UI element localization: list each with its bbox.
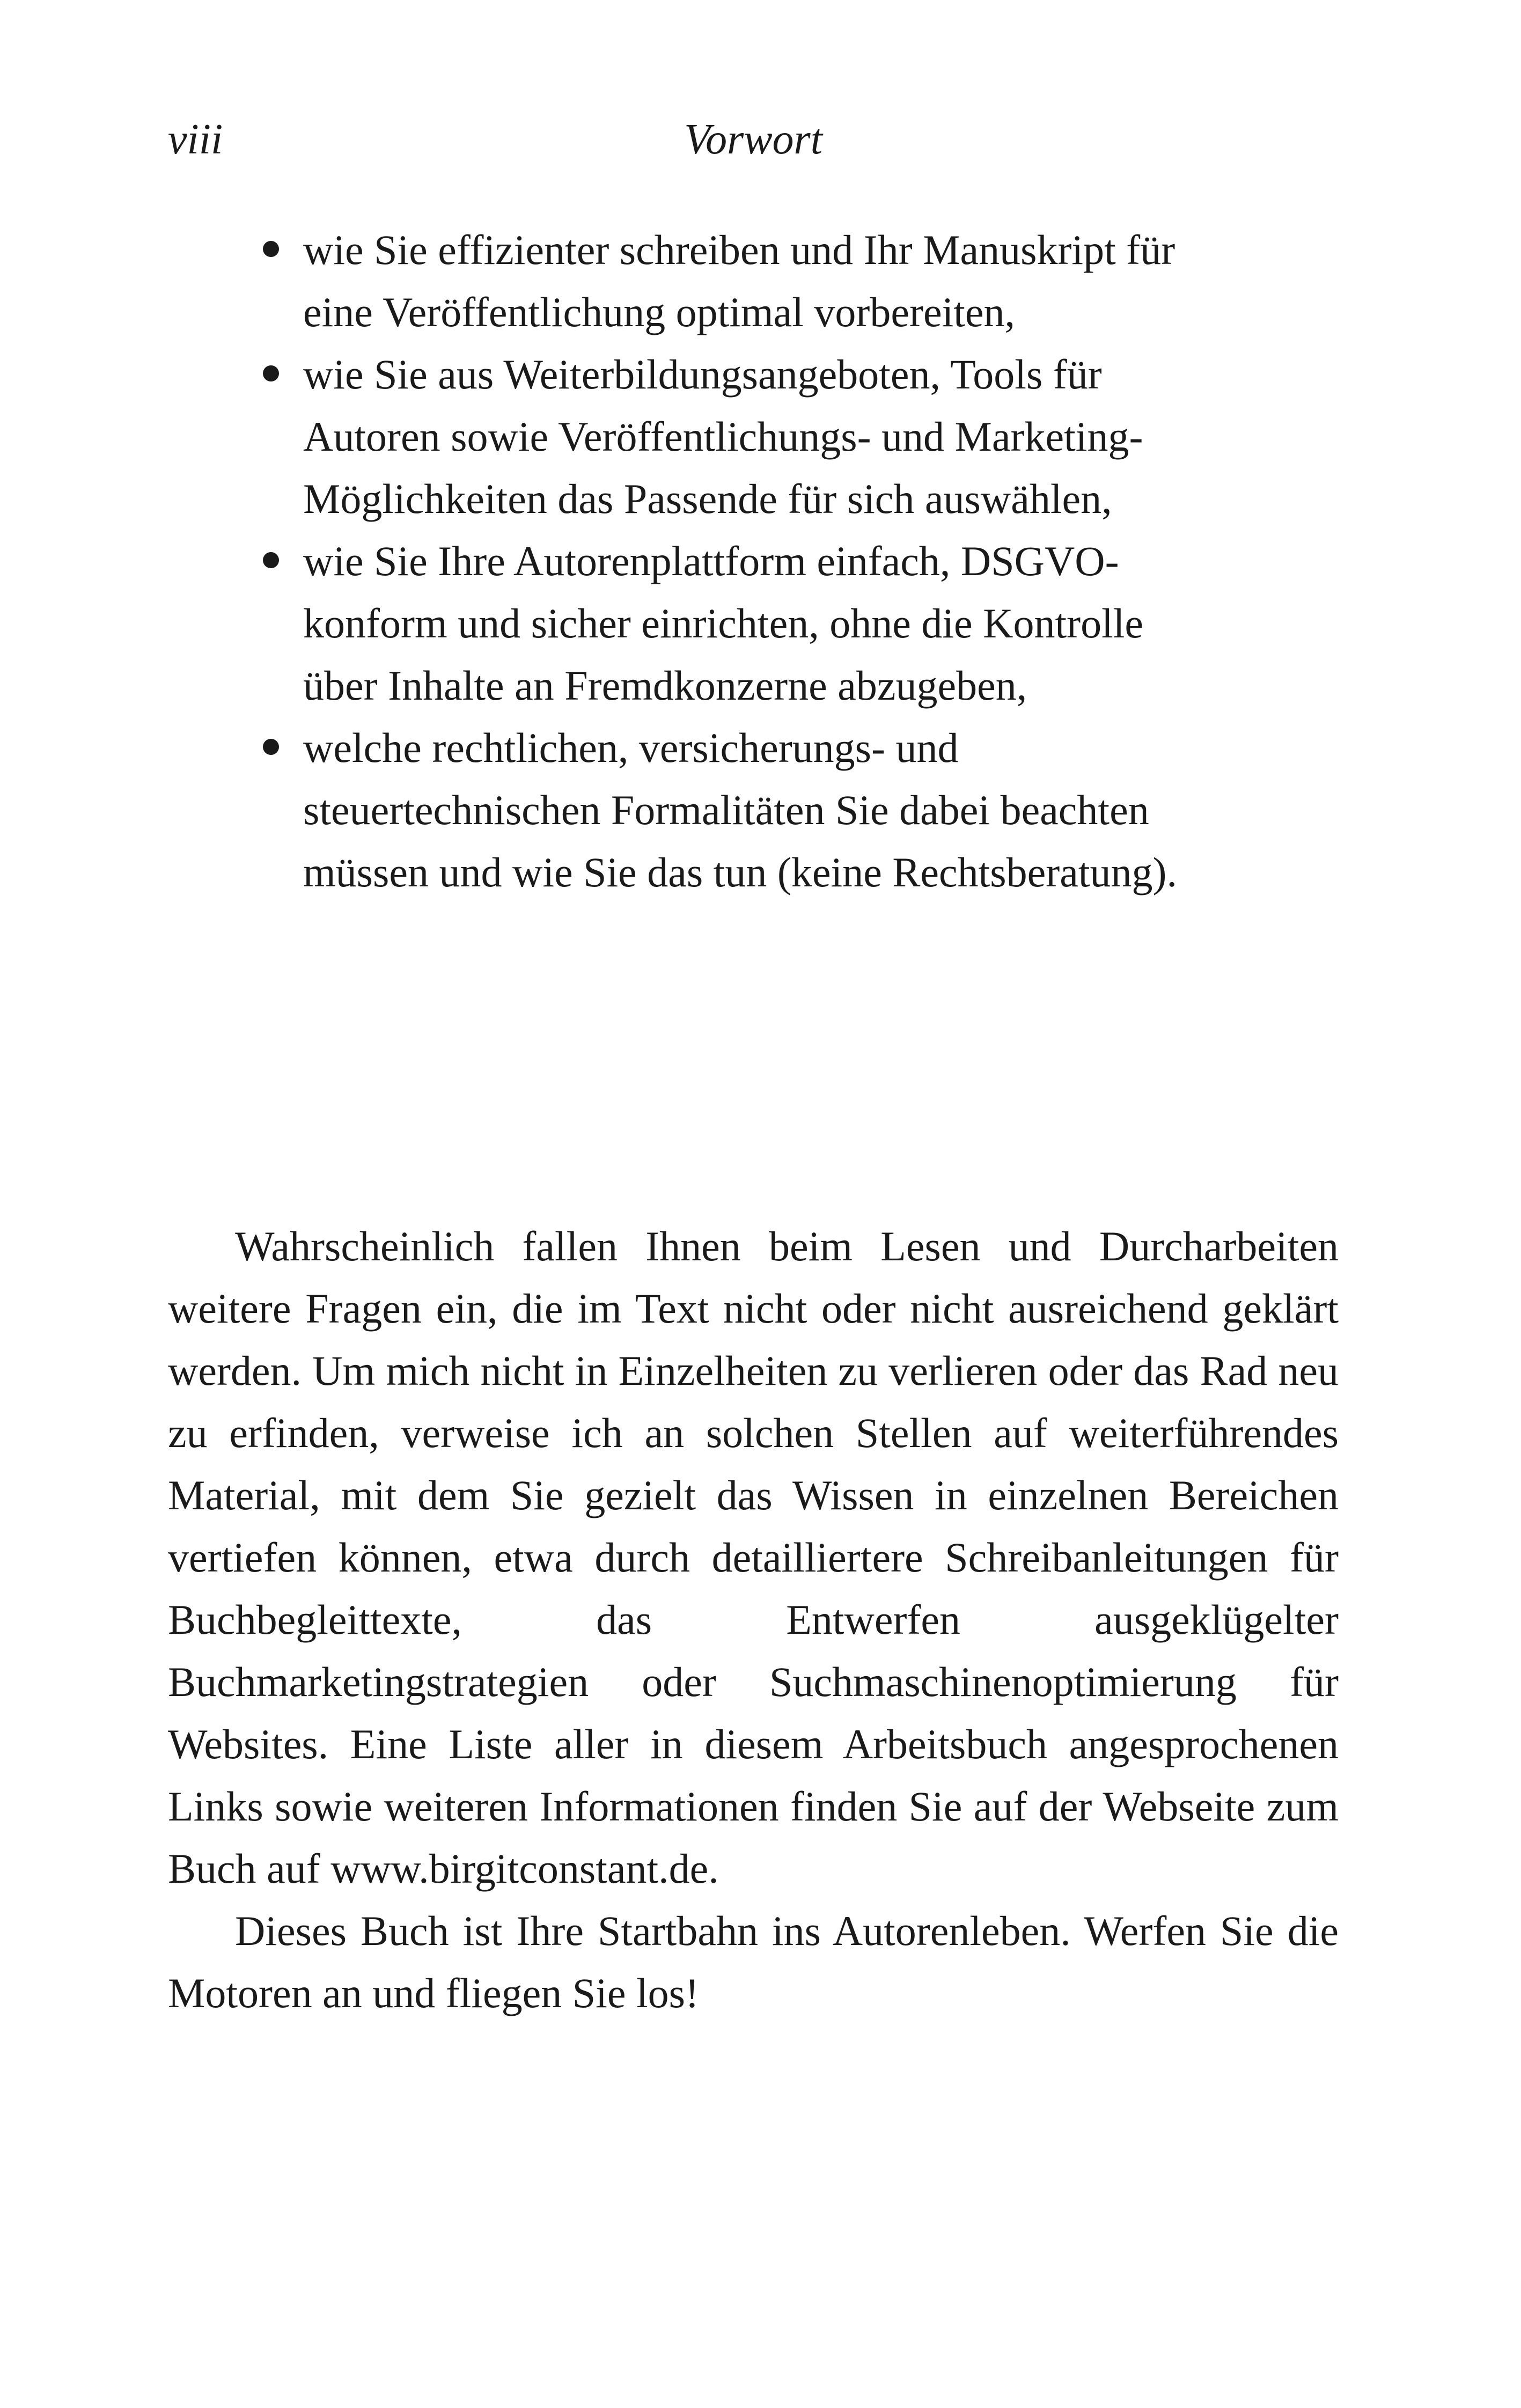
list-item bbox=[252, 343, 1207, 530]
bullet-icon bbox=[263, 365, 279, 381]
paragraph: Dieses Buch ist Ihre Startbahn ins Autorenleben. Werfen Sie die Motoren an und fliegen Sie los! bbox=[168, 1907, 1339, 2016]
list-item-text: wie Sie aus Weiterbildungsangeboten, Tools für Autoren sowie Veröffentlichungs- und Marketing-Möglichkeiten das Passende für sich auswählen, bbox=[303, 351, 1143, 522]
bullet-icon bbox=[263, 241, 279, 257]
running-head bbox=[168, 110, 1339, 169]
list-item bbox=[252, 717, 1207, 904]
chapter-title: Vorwort bbox=[684, 116, 822, 163]
bullet-list bbox=[252, 219, 1207, 904]
list-item-text: wie Sie effizienter schreiben und Ihr Manuskript für eine Veröffentlichung optimal vorbereiten, bbox=[303, 226, 1175, 335]
body-text bbox=[168, 1215, 1339, 2024]
list-item bbox=[252, 219, 1207, 343]
list-item-text: wie Sie Ihre Autorenplattform einfach, DSGVO-konform und sicher einrichten, ohne die Kontrolle über Inhalte an Fremdkonzerne abzugeben, bbox=[303, 538, 1144, 709]
bullet-icon bbox=[263, 552, 279, 568]
list-item-text: welche rechtlichen, versicherungs- und steuertechnischen Formalitäten Sie dabei beachten müssen und wie Sie das tun (keine Rechtsberatung). bbox=[303, 724, 1177, 895]
page-number: viii bbox=[168, 116, 223, 163]
list-item bbox=[252, 530, 1207, 717]
bullet-icon bbox=[263, 739, 279, 755]
paragraph: Wahrscheinlich fallen Ihnen beim Lesen und Durcharbeiten weitere Fragen ein, die im Text nicht oder nicht ausreichend geklärt werden. Um mich nicht in Einzelheiten zu verlieren oder das Rad neu zu erfinden, verweise ich an solchen Stellen auf weiterführendes Material, mit dem Sie gezielt das Wissen in einzelnen Bereichen vertiefen können, etwa durch detailliertere Schreibanleitungen für Buchbegleittexte, das Entwerfen ausgeklügelter Buchmarketingstrategien oder Suchmaschinenoptimierung für Websites. Eine Liste aller in diesem Arbeitsbuch angesprochenen Links sowie weiteren Informationen finden Sie auf der Webseite zum Buch auf www.birgitconstant.de. bbox=[168, 1223, 1339, 1892]
